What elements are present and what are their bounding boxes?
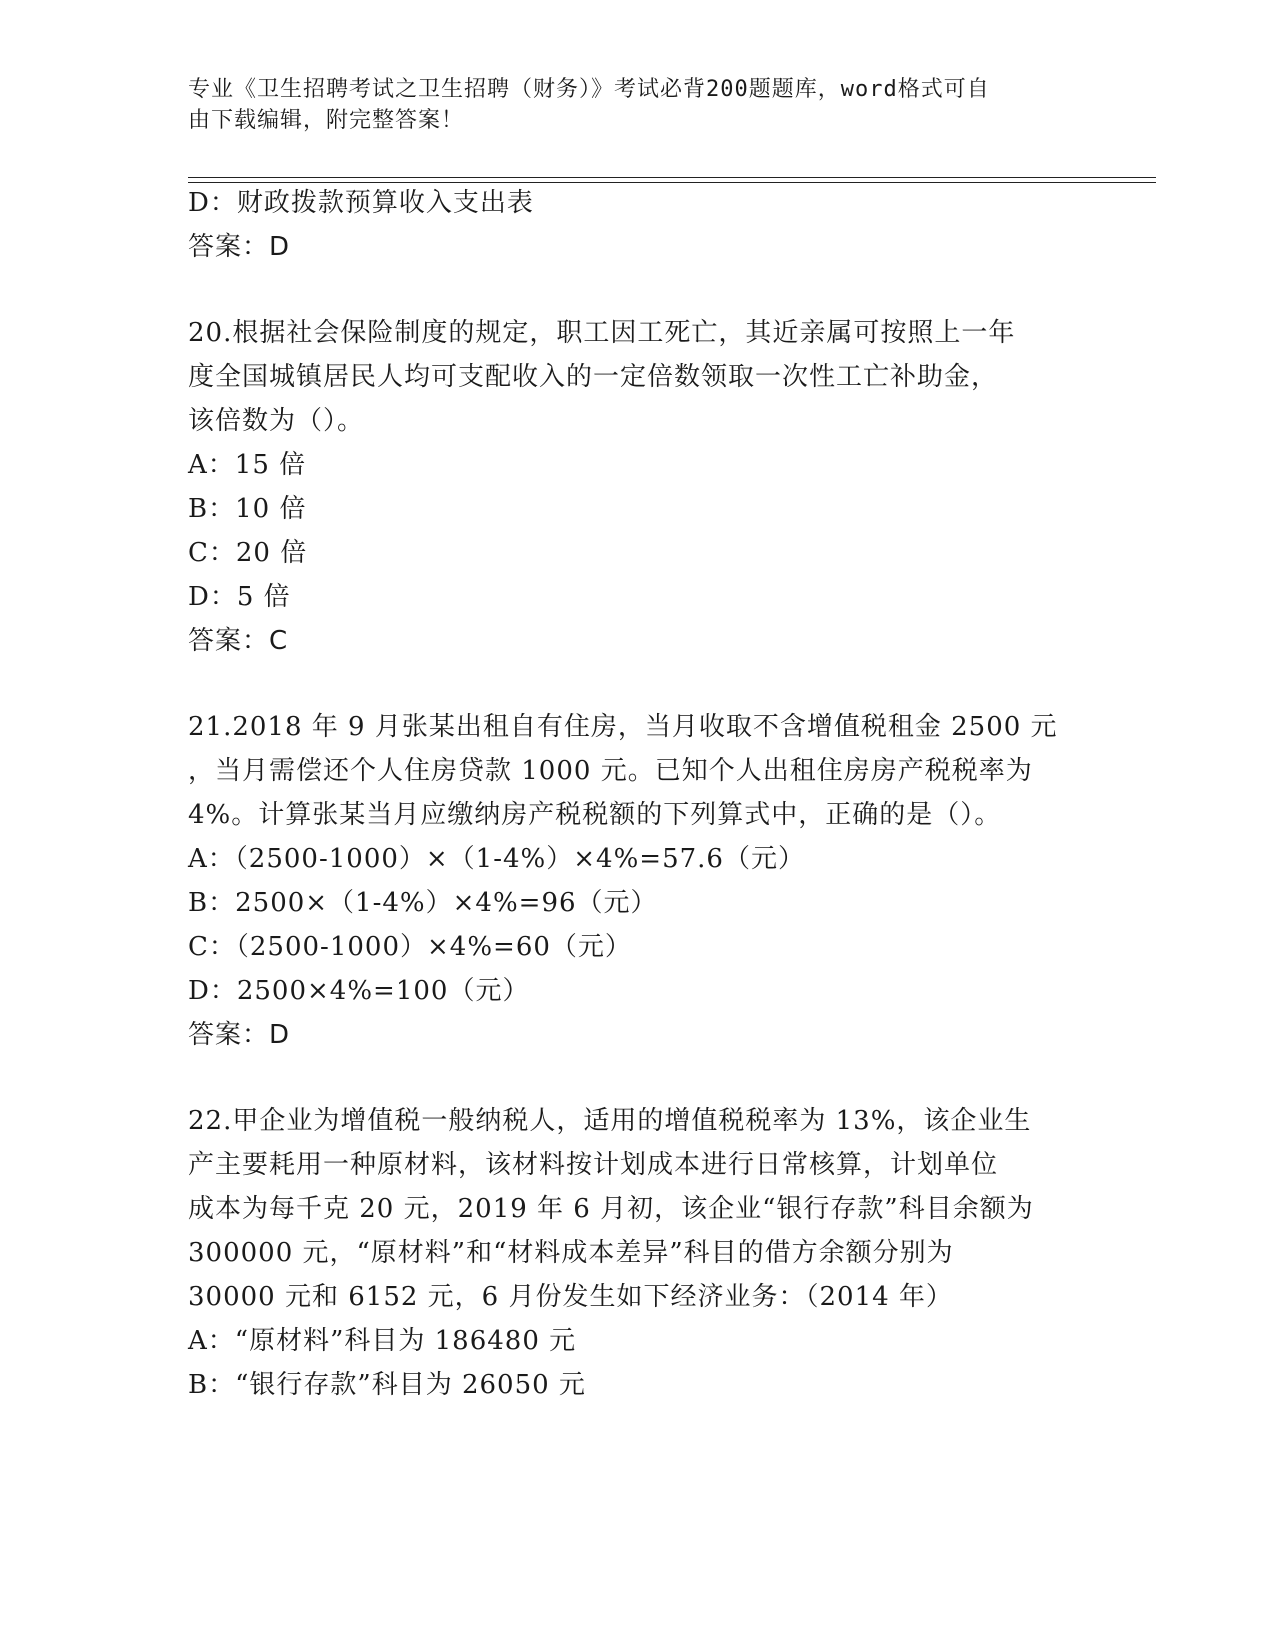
- q21-option-b: B：2500×（1-4%）×4%=96（元）: [188, 888, 658, 918]
- header-divider-bottom: [188, 182, 1156, 183]
- q21-option-c: C：（2500-1000）×4%=60（元）: [188, 932, 632, 962]
- q22-text-line-5: 30000 元和 6152 元，6 月份发生如下经济业务：（2014 年）: [188, 1282, 953, 1312]
- q22-text-line-3: 成本为每千克 20 元，2019 年 6 月初，该企业“银行存款”科目余额为: [188, 1194, 1034, 1224]
- q20-option-c: C：20 倍: [188, 538, 308, 568]
- q22-text-line-4: 300000 元，“原材料”和“材料成本差异”科目的借方余额分别为: [188, 1238, 954, 1268]
- header-line-1: 专业《卫生招聘考试之卫生招聘（财务）》考试必背200题题库，word格式可自: [188, 77, 990, 102]
- q21-answer: 答案：D: [188, 1020, 291, 1050]
- page-header: [188, 74, 1068, 136]
- q21-text-line-1: 21.2018 年 9 月张某出租自有住房，当月收取不含增值税租金 2500 元: [188, 712, 1058, 742]
- prev-option-d: D：财政拨款预算收入支出表: [188, 188, 534, 218]
- q22-text-line-1: 22.甲企业为增值税一般纳税人，适用的增值税税率为 13%，该企业生: [188, 1106, 1032, 1136]
- q22-option-a: A：“原材料”科目为 186480 元: [188, 1326, 577, 1356]
- header-divider-top: [188, 177, 1156, 178]
- q21-option-d: D：2500×4%=100（元）: [188, 976, 530, 1006]
- q20-text-line-1: 20.根据社会保险制度的规定，职工因工死亡，其近亲属可按照上一年: [188, 318, 1016, 348]
- q20-text-line-3: 该倍数为（）。: [188, 406, 365, 436]
- q21-text-line-2: ，当月需偿还个人住房贷款 1000 元。已知个人出租住房房产税税率为: [188, 756, 1033, 786]
- q22-option-b: B：“银行存款”科目为 26050 元: [188, 1370, 586, 1400]
- header-line-2: 由下载编辑，附完整答案！: [188, 108, 465, 133]
- q20-answer: 答案：C: [188, 626, 289, 656]
- q20-text-line-2: 度全国城镇居民人均可支配收入的一定倍数领取一次性工亡补助金，: [188, 362, 999, 392]
- q20-option-a: A：15 倍: [188, 450, 307, 480]
- prev-answer: 答案：D: [188, 232, 291, 262]
- q22-text-line-2: 产主要耗用一种原材料，该材料按计划成本进行日常核算，计划单位: [188, 1150, 999, 1180]
- q20-option-b: B：10 倍: [188, 494, 307, 524]
- q21-text-line-3: 4%。计算张某当月应缴纳房产税税额的下列算式中，正确的是（）。: [188, 800, 1002, 830]
- q21-option-a: A：（2500-1000）×（1-4%）×4%=57.6（元）: [188, 844, 805, 874]
- q20-option-d: D：5 倍: [188, 582, 291, 612]
